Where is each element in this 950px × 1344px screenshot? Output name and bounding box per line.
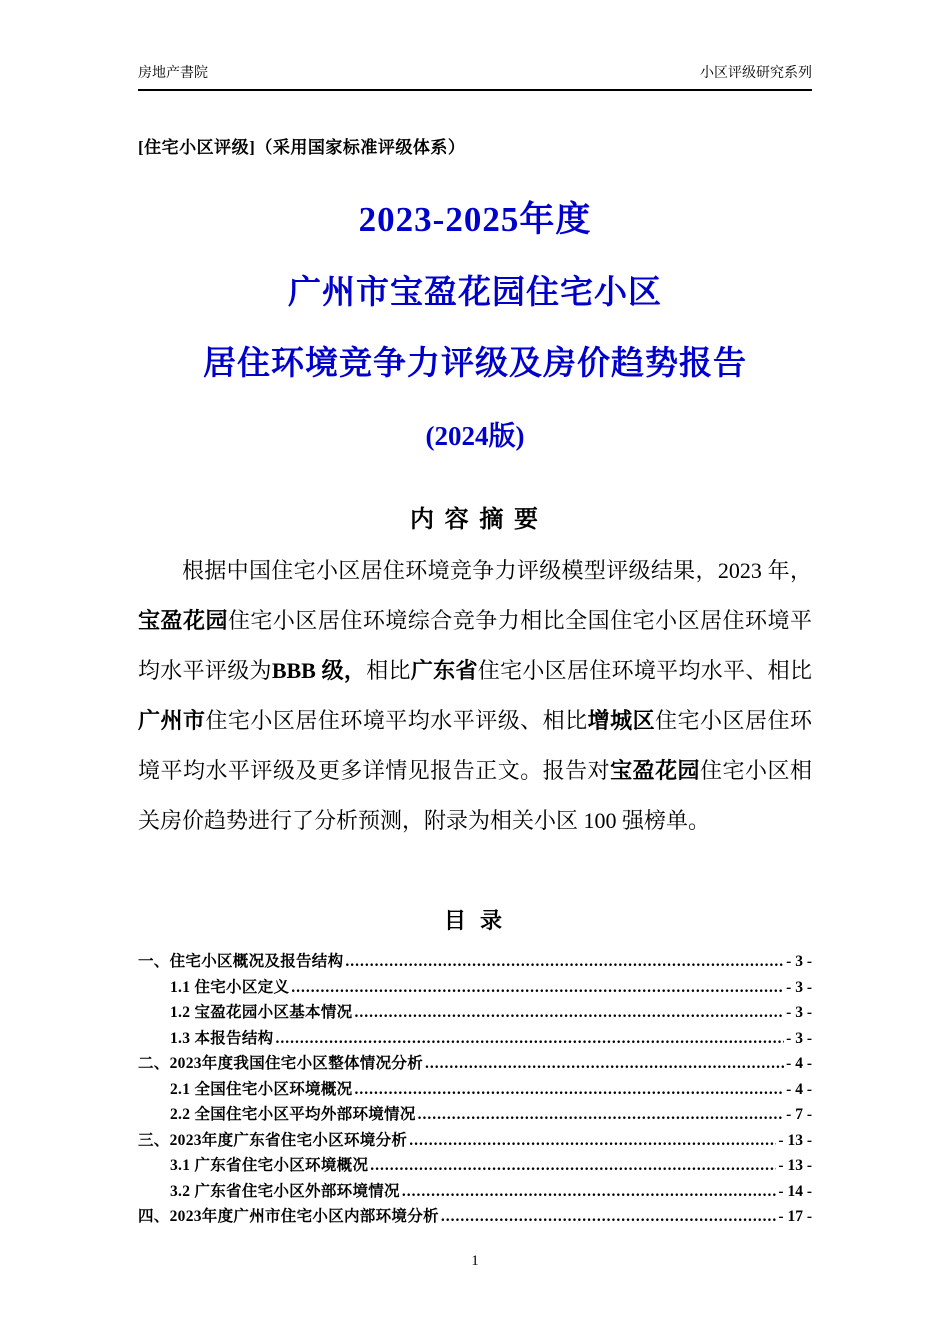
summary-text: 根据中国住宅小区居住环境竞争力评级模型评级结果，2023 年， bbox=[182, 558, 812, 583]
header-right-text: 小区评级研究系列 bbox=[700, 66, 812, 81]
toc-dot-leader bbox=[291, 975, 784, 1001]
summary-text-bold: 宝盈花园 bbox=[610, 758, 701, 783]
toc-item-label: 3.1 广东省住宅小区环境概况 bbox=[170, 1157, 369, 1174]
toc-dot-leader bbox=[409, 1128, 776, 1154]
title-report-subject: 居住环境竞争力评级及房价趋势报告 bbox=[203, 346, 747, 382]
header-left-text: 房地产書院 bbox=[138, 66, 208, 81]
title-community-name: 广州市宝盈花园住宅小区 bbox=[288, 275, 662, 311]
summary-text: 住宅小区相关房价趋势进行了分析预测，附录为相关小区 100 强榜单。 bbox=[138, 758, 812, 833]
toc-item[interactable] bbox=[138, 949, 812, 975]
toc-item[interactable] bbox=[138, 1128, 812, 1154]
toc-item-page: - 3 - bbox=[786, 1029, 812, 1047]
toc-item-label: 二、2023年度我国住宅小区整体情况分析 bbox=[138, 1055, 424, 1072]
toc-item-label: 2.1 全国住宅小区环境概况 bbox=[170, 1080, 353, 1098]
summary-text-bold: 广东省 bbox=[410, 658, 478, 683]
toc-item-label: 2.2 全国住宅小区平均外部环境情况 bbox=[170, 1106, 416, 1123]
toc-item-page: - 17 - bbox=[778, 1208, 812, 1225]
toc-item-label: 1.3 本报告结构 bbox=[170, 1029, 274, 1047]
page-number: 1 bbox=[471, 1253, 479, 1269]
toc-item-label: 3.2 广东省住宅小区外部环境情况 bbox=[170, 1182, 400, 1200]
toc-item[interactable] bbox=[138, 1051, 812, 1077]
toc-item-label: 四、2023年度广州市住宅小区内部环境分析 bbox=[138, 1208, 439, 1225]
toc-item-page: - 3 - bbox=[786, 978, 812, 996]
toc-item-page: - 3 - bbox=[786, 1004, 812, 1021]
summary-text-bold: 广州市 bbox=[138, 708, 206, 733]
toc-item[interactable] bbox=[138, 1153, 812, 1179]
report-title-block bbox=[138, 192, 812, 453]
toc-item-label: 1.2 宝盈花园小区基本情况 bbox=[170, 1004, 353, 1021]
table-of-contents bbox=[138, 949, 812, 1230]
toc-dot-leader bbox=[441, 1204, 777, 1230]
toc-dot-leader bbox=[345, 949, 784, 975]
toc-item-page: - 4 - bbox=[786, 1055, 812, 1072]
toc-item[interactable] bbox=[138, 1077, 812, 1103]
toc-item-label: 一、住宅小区概况及报告结构 bbox=[138, 953, 344, 970]
summary-text-bold: 增城区 bbox=[587, 708, 656, 733]
summary-text-bold: BBB 级， bbox=[271, 658, 367, 683]
title-edition: (2024版) bbox=[425, 421, 525, 451]
toc-item[interactable] bbox=[138, 1204, 812, 1230]
toc-heading: 目 录 bbox=[443, 908, 507, 933]
summary-text: 住宅小区居住环境平均水平、相比 bbox=[477, 658, 812, 683]
summary-text: 住宅小区居住环境平均水平评级及更多详情见报告正文。报告对 bbox=[138, 708, 812, 783]
toc-item[interactable] bbox=[138, 1102, 812, 1128]
summary-heading: 内 容 摘 要 bbox=[409, 506, 540, 533]
toc-item[interactable] bbox=[138, 1179, 812, 1205]
toc-dot-leader bbox=[402, 1179, 777, 1205]
toc-item-page: - 4 - bbox=[786, 1080, 812, 1098]
toc-item[interactable] bbox=[138, 1000, 812, 1026]
toc-item-label: 三、2023年度广东省住宅小区环境分析 bbox=[138, 1131, 408, 1149]
toc-item-label: 1.1 住宅小区定义 bbox=[170, 978, 290, 996]
toc-item[interactable] bbox=[138, 1026, 812, 1052]
toc-item-page: - 3 - bbox=[786, 953, 812, 970]
summary-text-bold: 宝盈花园 bbox=[138, 608, 228, 633]
toc-dot-leader bbox=[370, 1153, 776, 1179]
toc-dot-leader bbox=[354, 1077, 784, 1103]
toc-dot-leader bbox=[418, 1102, 785, 1128]
report-classification-line: [住宅小区评级]（采用国家标准评级体系） bbox=[138, 138, 466, 157]
title-year-range: 2023-2025年度 bbox=[358, 200, 592, 239]
summary-paragraph bbox=[138, 546, 812, 846]
toc-item-page: - 13 - bbox=[778, 1131, 812, 1149]
summary-text: 住宅小区居住环境综合竞争力相比全国住宅小区居住环境平均水平评级为 bbox=[138, 608, 812, 683]
summary-text: 住宅小区居住环境平均水平评级、相比 bbox=[205, 708, 588, 733]
toc-item-page: - 14 - bbox=[778, 1182, 812, 1200]
toc-dot-leader bbox=[425, 1051, 784, 1077]
summary-text: 相比 bbox=[366, 658, 411, 683]
toc-dot-leader bbox=[354, 1000, 784, 1026]
page-header bbox=[138, 62, 812, 91]
toc-dot-leader bbox=[275, 1026, 784, 1052]
toc-item-page: - 13 - bbox=[778, 1157, 812, 1174]
toc-item[interactable] bbox=[138, 975, 812, 1001]
toc-item-page: - 7 - bbox=[786, 1106, 812, 1123]
